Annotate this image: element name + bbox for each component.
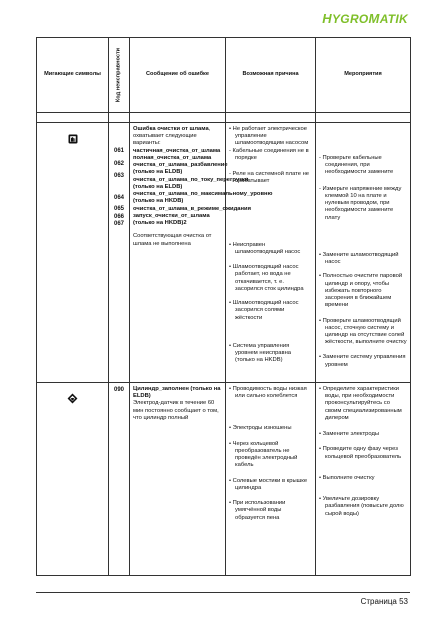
- cause-item: • Шламоотводящий насос засорился солями жёсткости: [229, 300, 312, 322]
- spacer-row: [37, 113, 411, 123]
- symbol-cell: [37, 383, 109, 576]
- message-heading: Ошибка очистки от шлама, охватывает следующие варианты:: [133, 126, 211, 147]
- page-number: Страница 53: [360, 597, 408, 606]
- message-variant: запуск_очистки_от_шлама (только на HKDB)2: [133, 212, 210, 227]
- header-action: Мероприятия: [316, 38, 411, 113]
- error-code: 090: [113, 387, 124, 393]
- action-cell: [316, 383, 411, 576]
- cylinder-full-icon: [67, 393, 78, 404]
- footer-rule: [36, 592, 410, 593]
- error-code: 061: [113, 148, 124, 154]
- action-cell: [316, 123, 411, 383]
- header-message: Сообщение об ошибке: [130, 38, 226, 113]
- message-summary: Соответствующая очистка от шлама не выполнена: [133, 233, 212, 247]
- cause-item: - Кабельные соединения не в порядке: [229, 148, 312, 162]
- hygromatik-logo: HYGROMATIK: [322, 11, 408, 26]
- action-item: • Выполните очистку: [319, 475, 407, 482]
- cause-item: • Через кольцевой преобразователь не провeдён электродный кабель: [229, 441, 312, 470]
- action-item: • Проведите одну фазу через кольцевой преобразователь: [319, 446, 407, 460]
- action-item: - Проверьте кабельные соединения, при необходимости замените: [319, 155, 407, 177]
- error-code: 065: [113, 206, 124, 212]
- table-row: [37, 383, 411, 576]
- error-code: 063: [113, 173, 124, 179]
- symbol-cell: [37, 123, 109, 383]
- action-item: • Проверьте шламоотводящий насос, сточную систему и цилиндр на отсутствие солей жёсткости, выполните очистку: [319, 318, 407, 347]
- action-item: • Определите характеристики воды, при необходимости проконсультируйтесь со своим специализированным дилером: [319, 386, 407, 422]
- header-symbols: Мигающие символы: [37, 38, 109, 113]
- cause-item: - Реле на системной плате не срабатывает: [229, 171, 312, 185]
- header-cause: Возможная причина: [226, 38, 316, 113]
- action-item: • Замените шламоотводящий насос: [319, 252, 407, 266]
- message-cell: [130, 383, 226, 576]
- error-code: 064: [113, 194, 124, 201]
- header-code: Код неисправности: [109, 38, 130, 113]
- message-summary: Электрод-датчик в течение 60 мин постоянно сообщает о том, что цилиндр полный: [133, 400, 219, 421]
- action-item: - Измерьте напряжение между клеммой 10 на плате и нулевым проводом, при необходимости замените плату: [319, 186, 407, 222]
- code-cell: [109, 123, 130, 383]
- cause-item: • Система управления уровнем неисправна (только на HKDB): [229, 343, 312, 365]
- cause-item: • Шламоотводящий насос работает, но вода не откачивается, т. е. засорился сток цилиндра: [229, 264, 312, 293]
- action-item: • Замените электроды: [319, 431, 407, 438]
- cause-item: • Не работает электрическое управление шламоотводящим насосом: [229, 126, 312, 148]
- message-variant: очистка_от_шлама_разбавление (только на ELDB): [133, 162, 228, 176]
- message-variant: очистка_от_шлама_по_току_перегрузки (только на ELDB): [133, 176, 249, 190]
- error-code: 066: [113, 213, 124, 220]
- error-table: [36, 37, 411, 576]
- code-cell: [109, 383, 130, 576]
- message-variant: очистка_от_шлама_по_максимальному_уровню (только на HKDB): [133, 191, 273, 205]
- cause-item: • Проводимость воды низкая или сильно колеблется: [229, 386, 312, 400]
- action-item: • Замените систему управления уровнем: [319, 354, 407, 368]
- error-code: 067: [113, 221, 124, 227]
- message-variant: полная_очистка_от_шлама: [133, 154, 212, 161]
- cause-item: • При использовании умягчённой воды образуется пена: [229, 500, 312, 522]
- table-row: [37, 123, 411, 383]
- cause-item: • Неисправен шламоотводящий насос: [229, 242, 312, 256]
- action-item: • Полностью очистите паровой цилиндр и опору, чтобы избежать повторного засорения в ближайшем времени: [319, 273, 407, 309]
- message-variant: частичная_очистка_от_шлама: [133, 147, 221, 154]
- message-heading: Цилиндр_заполнен (только на ELDB): [133, 386, 221, 400]
- cause-item: • Электроды изношены: [229, 425, 312, 432]
- sludge-cleaning-icon: [68, 134, 78, 144]
- error-code: 062: [113, 160, 124, 167]
- cause-cell: [226, 123, 316, 383]
- action-item: • Увеличьте дозировку разбавления (повысьте долю сырой воды): [319, 496, 407, 518]
- message-variant: очистка_от_шлама_в_режиме_ожидания: [133, 205, 251, 212]
- table-header-row: [37, 38, 411, 113]
- cause-item: • Солевые мостики в крышке цилиндра: [229, 478, 312, 492]
- cause-cell: [226, 383, 316, 576]
